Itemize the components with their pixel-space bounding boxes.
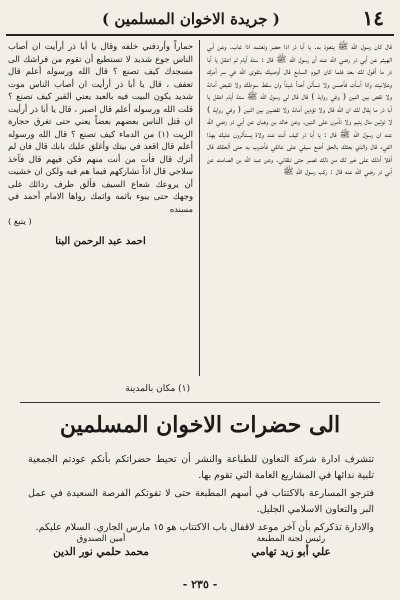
- to-be-continued: ( يتبع ): [8, 216, 32, 226]
- article-author: احمد عبد الرحمن البنا: [55, 235, 146, 247]
- signatory-name: علي أبو زيد تهامي: [251, 546, 331, 558]
- footnote: (١) مكان بالمدينة: [125, 384, 190, 394]
- notice-title: الى حضرات الاخوان المسلمين: [59, 412, 341, 438]
- signatory-treasurer: [26, 534, 176, 558]
- notice-paragraph: فترجو المسارعة بالاكتتاب في أسهم المطبعة حتى لا تفوتكم الفرصة السعيدة في عمل البر والتعاون الاسلامي الجليل.: [28, 488, 374, 515]
- article-text-left: حماراً وأردفني خلفه وقال يا أبا ذر أرأيت ان أصاب الناس جوع شديد لا تستطيع أن تقوم من فراشك الى مسجدك كيف تصنع ؟ قال الله ورسوله أعلم قال تعفف ، قال يا أبا ذر أرأيت ان أصاب الناس موت شديد يكون البيت فيه بالعبد يعني القبر كيف تصنع ؟ قلت الله ورسوله أعلم قال اصبر ، قال يا أبا ذر أرأيت ان قتل الناس بعضهم بعضاً يعني حتى تغرق حجارة الزيت (١) من الدماء كيف تصنع ؟ قال الله ورسوله أعلم قال اقعد في بيتك وأغلق عليك بابك قال فان لم أترك قال فأت من أنت منهم فكن فيهم قال فآخذ سلاحي قال اذاً تشاركهم فيما هم فيه ولكن ان خشيت أن يروعك شعاع السيف فألق طرف ردائك على وجهك حتى يبوء باثمه واثمك رواها الامام أحمد في مسنده: [8, 41, 193, 214]
- notice-paragraph: والادارة تذكركم بأن آخر موعد لاقفال باب الاكتتاب هو ١٥ مارس الجاري. السلام عليكم.: [35, 522, 374, 533]
- newspaper-page: [6, 4, 394, 596]
- column-divider: [199, 40, 200, 376]
- signatory-role: أمين الصندوق: [76, 534, 126, 544]
- article-text-right: قال كان رسول الله ﷺ يتعوذ به. يا أبا ذر اذا حضر وتغتمه اذا غاب. وعن أبي الهيثم عن أبي ذر رضي الله عنه أن رسول الله ﷺ قال : ستة أيام ثم اعقل يا أبا ذر ما أقول لك بعد فلما كان اليوم السابع قال أوصيك بتقوى الله في سر أمرك وعلانيته واذا أسأت فأحسن ولا تسألن أحداً شيئاً وان سقط سوطك ولا تقبض أمانة ولا تقض بين اثنين ( وفي رواية ) قال قال لي رسول الله ﷺ ستة أيام اعقل يا أبا ذر ما يقال لك ان الله قال ولا تؤدين أمانة ولا تقضين بين اثنين ( وفي رواية ) لا تولين مال يتيم ولا تأمرن على اثنين. وعن خالد بن وهبان عن أبي ذر رضي الله عنه ان رسول الله ﷺ قال : يا أبا ذر كيف أنت عند ولاة يستأثرون عليك بهذا الفيء قال والذي بعثك بالحق أضع سيفي على عاتقي فأضرب به حتى ألحقك قال أفلا أدلك على خير لك من ذلك تصبر حتى تلقاني. وعن عبد الله بن الصامت عن أبي ذر رضي الله عنه قال : ركب رسول الله ﷺ: [207, 41, 392, 176]
- notice-paragraph: تتشرف ادارة شركة التعاون للطباعة والنشر أن تحيط حضراتكم بأنكم عودتم الجمعية تلبية ندائها في المشاريع العامة التي تقوم بها.: [28, 454, 374, 481]
- section-divider: [20, 402, 380, 403]
- signatory-name: محمد حلمي نور الدين: [53, 546, 149, 558]
- article-column-right: [207, 40, 392, 376]
- page-header: [6, 4, 394, 36]
- signatory-committee-head: [216, 534, 366, 558]
- journal-title: ( جريدة الاخوان المسلمين ): [102, 10, 280, 28]
- signatory-role: رئيس لجنة المطبعة: [256, 534, 326, 544]
- notice-body: [28, 452, 374, 538]
- article-column-left: [8, 40, 193, 376]
- folio-number: - ٢٣٥ -: [182, 578, 218, 591]
- page-number: ١٤: [362, 6, 384, 30]
